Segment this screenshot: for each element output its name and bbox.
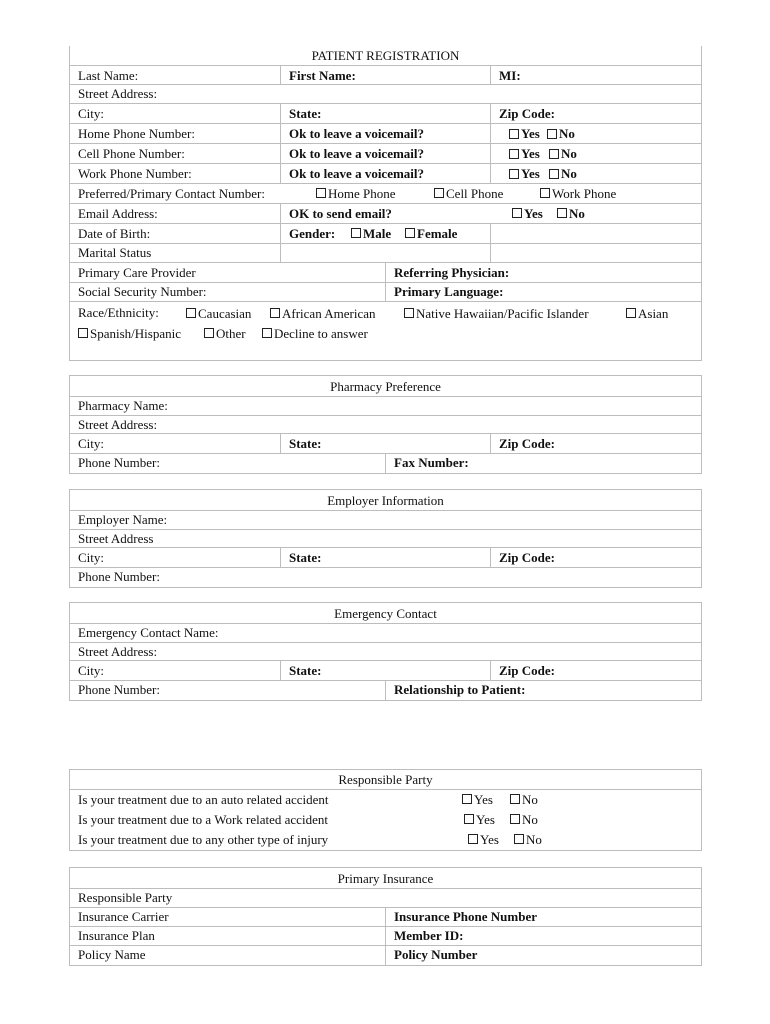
ssn-row bbox=[70, 283, 701, 302]
primary-insurance-section bbox=[69, 867, 702, 966]
dob-row-blank bbox=[490, 224, 701, 243]
pharmacy-zip-field[interactable]: Zip Code: bbox=[490, 434, 701, 453]
emergency-name-row bbox=[70, 624, 701, 643]
state-field[interactable]: State: bbox=[280, 104, 490, 123]
mi-field[interactable]: MI: bbox=[490, 66, 701, 84]
other-injury-question: Is your treatment due to any other type of injury bbox=[78, 832, 329, 847]
yes-label: Yes bbox=[474, 792, 493, 807]
work-phone-option: Work Phone bbox=[552, 186, 617, 201]
insurance-plan-field[interactable]: Insurance Plan bbox=[78, 928, 155, 943]
no-label: No bbox=[526, 832, 542, 847]
pharmacy-city-row bbox=[70, 434, 701, 454]
female-checkbox[interactable] bbox=[405, 228, 415, 238]
voicemail-options bbox=[490, 124, 701, 143]
caucasian-checkbox[interactable] bbox=[186, 308, 196, 318]
ok-email-field bbox=[280, 204, 701, 223]
pharmacy-name-field[interactable]: Pharmacy Name: bbox=[78, 398, 168, 413]
emergency-phone-field[interactable]: Phone Number: bbox=[78, 682, 160, 697]
street-address-field[interactable]: Street Address: bbox=[78, 86, 158, 101]
voicemail-options bbox=[490, 144, 701, 163]
asian-checkbox[interactable] bbox=[626, 308, 636, 318]
no-checkbox[interactable] bbox=[510, 794, 520, 804]
emergency-street-row bbox=[70, 643, 701, 661]
voicemail-question: Ok to leave a voicemail? bbox=[280, 144, 490, 163]
name-row bbox=[70, 65, 701, 85]
voicemail-question: Ok to leave a voicemail? bbox=[280, 164, 490, 183]
race-field bbox=[70, 303, 701, 360]
hispanic-checkbox[interactable] bbox=[78, 328, 88, 338]
home-phone-option: Home Phone bbox=[328, 186, 396, 201]
no-checkbox[interactable] bbox=[514, 834, 524, 844]
male-checkbox[interactable] bbox=[351, 228, 361, 238]
gender-label: Gender: bbox=[289, 226, 336, 241]
preferred-contact-field bbox=[70, 184, 701, 203]
insurance-title-row bbox=[70, 868, 701, 889]
pharmacy-street-field[interactable]: Street Address: bbox=[78, 417, 158, 432]
emergency-section bbox=[69, 602, 702, 701]
native-hawaiian-option: Native Hawaiian/Pacific Islander bbox=[416, 306, 589, 321]
zip-field[interactable]: Zip Code: bbox=[490, 104, 701, 123]
yes-checkbox[interactable] bbox=[468, 834, 478, 844]
auto-accident-row bbox=[70, 790, 701, 810]
asian-option: Asian bbox=[638, 306, 669, 321]
emergency-city-field[interactable]: City: bbox=[78, 663, 105, 678]
email-row bbox=[70, 204, 701, 224]
cell-phone-field[interactable]: Cell Phone Number: bbox=[78, 146, 185, 161]
employer-street-field[interactable]: Street Address bbox=[78, 531, 154, 546]
employer-city-row bbox=[70, 548, 701, 568]
employer-state-field[interactable]: State: bbox=[280, 548, 490, 567]
primary-language-field[interactable]: Primary Language: bbox=[385, 283, 701, 301]
caucasian-option: Caucasian bbox=[198, 306, 252, 321]
section-title: Employer Information bbox=[327, 493, 444, 508]
pharmacy-section bbox=[69, 375, 702, 474]
african-american-option: African American bbox=[282, 306, 376, 321]
policy-number-field[interactable]: Policy Number bbox=[385, 946, 701, 965]
last-name-field[interactable]: Last Name: bbox=[78, 68, 139, 83]
yes-checkbox[interactable] bbox=[509, 149, 519, 159]
member-id-field[interactable]: Member ID: bbox=[385, 927, 701, 945]
insurance-plan-row bbox=[70, 927, 701, 946]
cell-phone-option: Cell Phone bbox=[446, 186, 504, 201]
employer-name-row bbox=[70, 511, 701, 530]
dob-field[interactable]: Date of Birth: bbox=[78, 226, 151, 241]
gender-field bbox=[280, 224, 490, 243]
race-row bbox=[70, 302, 701, 361]
pharmacy-name-row bbox=[70, 397, 701, 416]
african-american-checkbox[interactable] bbox=[270, 308, 280, 318]
voicemail-question: Ok to leave a voicemail? bbox=[280, 124, 490, 143]
pharmacy-street-row bbox=[70, 416, 701, 434]
first-name-field[interactable]: First Name: bbox=[280, 66, 490, 84]
ok-email-question: OK to send email? bbox=[289, 206, 392, 221]
section-title: Emergency Contact bbox=[334, 606, 437, 621]
preferred-contact-label: Preferred/Primary Contact Number: bbox=[78, 186, 265, 201]
dob-row bbox=[70, 224, 701, 244]
no-checkbox[interactable] bbox=[557, 208, 567, 218]
no-checkbox[interactable] bbox=[510, 814, 520, 824]
employer-zip-field[interactable]: Zip Code: bbox=[490, 548, 701, 567]
decline-option: Decline to answer bbox=[274, 326, 368, 341]
responsible-questions bbox=[70, 790, 701, 850]
pharmacy-title-row bbox=[70, 376, 701, 397]
employer-phone-field[interactable]: Phone Number: bbox=[78, 569, 160, 584]
no-label: No bbox=[559, 126, 575, 141]
work-phone-checkbox[interactable] bbox=[540, 188, 550, 198]
pcp-field[interactable]: Primary Care Provider bbox=[78, 265, 196, 280]
email-field[interactable]: Email Address: bbox=[78, 206, 158, 221]
no-label: No bbox=[522, 792, 538, 807]
pharmacy-phone-row bbox=[70, 454, 701, 473]
native-hawaiian-checkbox[interactable] bbox=[404, 308, 414, 318]
emergency-state-field[interactable]: State: bbox=[280, 661, 490, 680]
no-checkbox[interactable] bbox=[547, 129, 557, 139]
yes-label: Yes bbox=[524, 206, 543, 221]
pcp-row bbox=[70, 263, 701, 283]
other-option: Other bbox=[216, 326, 246, 341]
yes-checkbox[interactable] bbox=[509, 169, 519, 179]
yes-label: Yes bbox=[521, 166, 540, 181]
no-label: No bbox=[569, 206, 585, 221]
yes-checkbox[interactable] bbox=[464, 814, 474, 824]
emergency-city-row bbox=[70, 661, 701, 681]
emergency-name-field[interactable]: Emergency Contact Name: bbox=[78, 625, 219, 640]
employer-title-row bbox=[70, 490, 701, 511]
other-injury-row bbox=[70, 830, 701, 850]
decline-checkbox[interactable] bbox=[262, 328, 272, 338]
employer-city-field[interactable]: City: bbox=[78, 550, 105, 565]
pharmacy-state-field[interactable]: State: bbox=[280, 434, 490, 453]
hispanic-option: Spanish/Hispanic bbox=[90, 326, 181, 341]
female-label: Female bbox=[417, 226, 458, 241]
home-phone-row bbox=[70, 124, 701, 144]
city-row bbox=[70, 104, 701, 124]
patient-title-row bbox=[70, 46, 701, 65]
section-title: Primary Insurance bbox=[337, 871, 434, 886]
policy-name-field[interactable]: Policy Name bbox=[78, 947, 146, 962]
yes-checkbox[interactable] bbox=[512, 208, 522, 218]
pharmacy-city-field[interactable]: City: bbox=[78, 436, 105, 451]
work-accident-row bbox=[70, 810, 701, 830]
no-label: No bbox=[561, 146, 577, 161]
no-checkbox[interactable] bbox=[549, 149, 559, 159]
referring-physician-field[interactable]: Referring Physician: bbox=[385, 263, 701, 282]
cell-phone-row bbox=[70, 144, 701, 164]
responsible-title-row bbox=[70, 770, 701, 790]
no-checkbox[interactable] bbox=[549, 169, 559, 179]
yes-checkbox[interactable] bbox=[509, 129, 519, 139]
marital-blank-2 bbox=[490, 244, 701, 262]
insurance-carrier-row bbox=[70, 908, 701, 927]
cell-phone-checkbox[interactable] bbox=[434, 188, 444, 198]
street-row bbox=[70, 85, 701, 104]
patient-registration-section bbox=[69, 46, 702, 361]
pharmacy-phone-field[interactable]: Phone Number: bbox=[78, 455, 160, 470]
yes-label: Yes bbox=[476, 812, 495, 827]
yes-label: Yes bbox=[521, 146, 540, 161]
insurance-responsible-row bbox=[70, 889, 701, 908]
employer-street-row bbox=[70, 530, 701, 548]
male-label: Male bbox=[363, 226, 392, 241]
section-title: PATIENT REGISTRATION bbox=[311, 48, 460, 63]
yes-checkbox[interactable] bbox=[462, 794, 472, 804]
marital-blank bbox=[280, 244, 490, 262]
relationship-field[interactable]: Relationship to Patient: bbox=[385, 681, 701, 700]
preferred-contact-row bbox=[70, 184, 701, 204]
emergency-title-row bbox=[70, 603, 701, 624]
emergency-phone-row bbox=[70, 681, 701, 700]
yes-label: Yes bbox=[521, 126, 540, 141]
employer-name-field[interactable]: Employer Name: bbox=[78, 512, 168, 527]
home-phone-checkbox[interactable] bbox=[316, 188, 326, 198]
insurance-responsible-field[interactable]: Responsible Party bbox=[78, 890, 173, 905]
employer-phone-row bbox=[70, 568, 701, 587]
marital-row bbox=[70, 244, 701, 263]
yes-label: Yes bbox=[480, 832, 499, 847]
pharmacy-fax-field[interactable]: Fax Number: bbox=[385, 454, 701, 473]
section-title: Pharmacy Preference bbox=[330, 379, 441, 394]
emergency-zip-field[interactable]: Zip Code: bbox=[490, 661, 701, 680]
responsible-party-section bbox=[69, 769, 702, 851]
employer-section bbox=[69, 489, 702, 588]
emergency-street-field[interactable]: Street Address: bbox=[78, 644, 158, 659]
work-accident-question: Is your treatment due to a Work related accident bbox=[78, 812, 328, 827]
ssn-field[interactable]: Social Security Number: bbox=[78, 284, 207, 299]
voicemail-options bbox=[490, 164, 701, 183]
insurance-phone-field[interactable]: Insurance Phone Number bbox=[385, 908, 701, 926]
city-field[interactable]: City: bbox=[78, 106, 105, 121]
section-title: Responsible Party bbox=[338, 772, 433, 787]
other-checkbox[interactable] bbox=[204, 328, 214, 338]
no-label: No bbox=[561, 166, 577, 181]
home-phone-field[interactable]: Home Phone Number: bbox=[78, 126, 195, 141]
insurance-carrier-field[interactable]: Insurance Carrier bbox=[78, 909, 169, 924]
policy-row bbox=[70, 946, 701, 965]
auto-accident-question: Is your treatment due to an auto related accident bbox=[78, 792, 329, 807]
work-phone-row bbox=[70, 164, 701, 184]
no-label: No bbox=[522, 812, 538, 827]
race-label: Race/Ethnicity: bbox=[78, 305, 159, 320]
work-phone-field[interactable]: Work Phone Number: bbox=[78, 166, 192, 181]
marital-status-field[interactable]: Marital Status bbox=[78, 245, 152, 260]
